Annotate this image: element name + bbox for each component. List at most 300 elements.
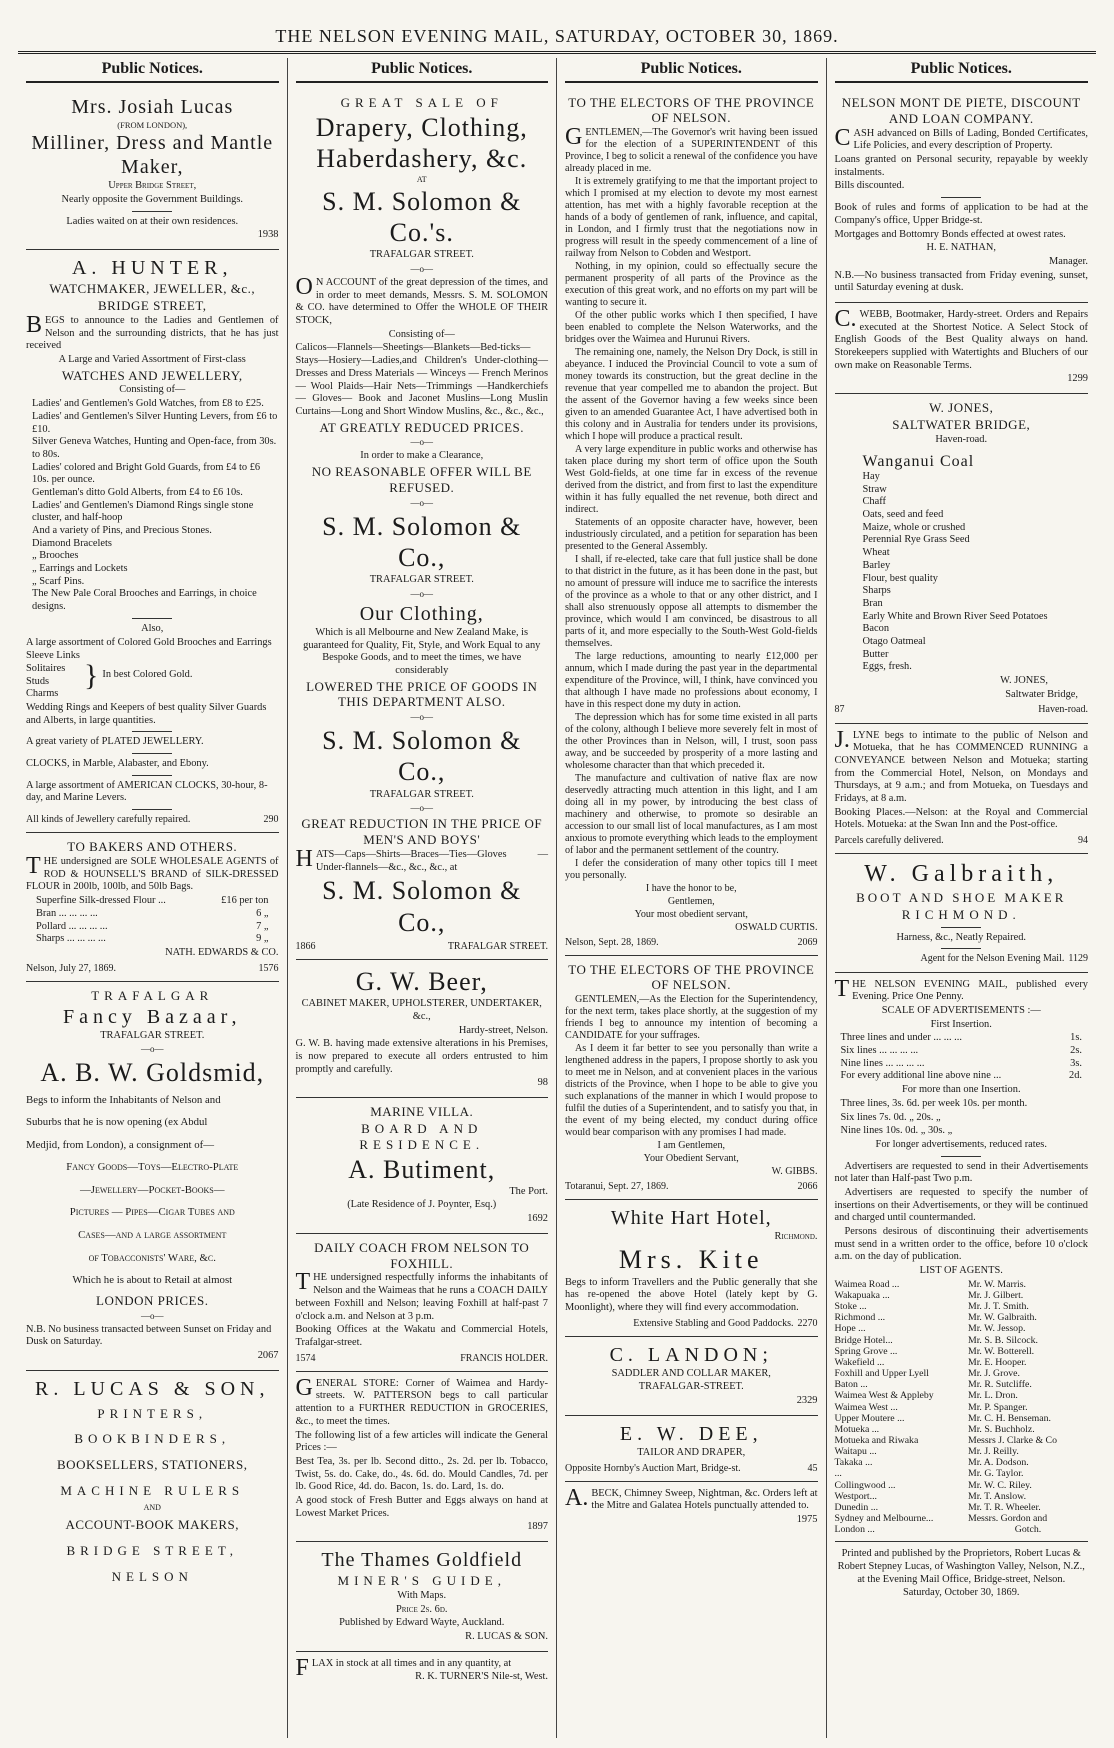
trade-line: AND	[143, 1503, 161, 1513]
separator: —o—	[410, 497, 433, 508]
notice-text: The following list of a few articles will indicate the General Prices :—	[295, 1429, 548, 1454]
notice-paragraph: The depression which has for some time existed in all parts of the colony, although I believe more severely felt in most of the other Provinces than in Nelson, will, I trust, soon pass away, and be succeeded by prosperity of a more lasting and wholesome character than that which preceded it.	[565, 711, 818, 771]
notice-foxhill-coach	[296, 1234, 549, 1372]
notice-trade: CABINET MAKER, UPHOLSTERER, UNDERTAKER, &c.,	[301, 998, 542, 1022]
agent-row	[835, 1335, 1089, 1346]
agent-name: Mr. J. Reilly.	[968, 1446, 1019, 1458]
list-item: Hay	[862, 471, 880, 483]
notice-title: MARINE VILLA.	[370, 1103, 474, 1119]
notice-text: Six lines 7s. 0d. „ 20s. „	[840, 1111, 941, 1123]
notice-dee-tailor	[565, 1416, 818, 1482]
agent-place: Motueka ...	[834, 1423, 880, 1435]
notice-date: Nelson, July 27, 1869.	[26, 962, 116, 974]
notice-text: Medjid, from London), a consignment of—	[26, 1138, 215, 1151]
notice-footer	[296, 1353, 549, 1365]
agent-name: Mr. J. T. Smith.	[968, 1301, 1029, 1313]
list-item: Wanganui Coal	[862, 452, 975, 470]
notice-lucas-printers	[26, 1371, 279, 1597]
brace-icon: }	[84, 658, 99, 692]
agent-place: Foxhill and Upper Lyell	[834, 1368, 929, 1380]
notice-text: Extensive Stabling and Good Paddocks.	[633, 1317, 794, 1329]
agent-row	[835, 1290, 1089, 1301]
notice-number: 2329	[796, 1395, 818, 1407]
separator: —o—	[410, 803, 433, 814]
notice-text: TRAFALGAR STREET.	[100, 1029, 205, 1041]
list-item: „ Brooches	[32, 550, 79, 562]
notice-paragraph: Persons desirous of discontinuing their advertisements must send in a written order to the office, before 10 o'clock a.m. on the day of publication.	[834, 1226, 1088, 1263]
rate-row	[841, 1070, 1083, 1083]
notice-title: S. M. Solomon & Co.,	[322, 511, 522, 572]
agent-name: Mr. E. Hooper.	[968, 1356, 1027, 1368]
notice-title: C. LANDON;	[609, 1343, 773, 1366]
list-item: Diamond Bracelets	[32, 537, 112, 549]
notice-text: N.B. No business transacted between Sunset on Friday and Dusk on Saturday.	[26, 1323, 272, 1348]
rule	[941, 1156, 981, 1157]
list-item: Gentleman's ditto Gold Alberts, from £4 to £6 10s.	[32, 486, 243, 498]
notice-signature: H. E. NATHAN,	[926, 242, 997, 254]
separator: —o—	[410, 264, 433, 275]
notice-text: A large assortment of Colored Gold Brooches and Earrings	[26, 636, 272, 648]
agent-place: Wakefield ...	[834, 1356, 885, 1368]
agent-name: Mr. A. Dodson.	[968, 1457, 1029, 1469]
notice-marine-villa	[296, 1098, 549, 1234]
agent-row	[835, 1524, 1089, 1535]
bazaar-body	[26, 1090, 279, 1292]
notice-text: TRAFALGAR STREET.	[369, 249, 474, 261]
notice-text: Mortgages and Bottomry Bonds effected at owest rates.	[834, 228, 1066, 240]
notice-paragraph: It is extremely gratifying to me that the important project to which I promised at my election to devote my most earnest attention, has met with a highly favorable reception at the hands of a body of gentlemen of rank, influence, and capital, in London, and I firmly trust that the negotiations now in progress will result in the speedy commencement of a line of railway from Nelson to Cobden and Westport.	[565, 175, 818, 259]
column-header: Public Notices.	[565, 58, 818, 83]
trade-line: MACHINE RULERS	[60, 1482, 245, 1498]
notice-beer-cabinet	[296, 960, 549, 1098]
list-item: Ladies' and Gentlemen's Gold Watches, from £8 to £25.	[32, 398, 264, 410]
notice-text: For longer advertisements, reduced rates.	[875, 1138, 1047, 1150]
notice-text: Agent for the Nelson Evening Mail.	[920, 953, 1065, 965]
rate-value: 3s.	[1070, 1057, 1082, 1069]
notice-text: Consisting of—	[388, 328, 455, 340]
notice-footer	[565, 937, 818, 949]
notice-number: 45	[807, 1462, 818, 1474]
notice-trade: SADDLER AND COLLAR MAKER,	[611, 1367, 771, 1379]
agent-row	[835, 1446, 1089, 1457]
notice-text: The Port.	[509, 1185, 548, 1197]
notice-text: Suburbs that he is now opening (ex Abdul	[26, 1116, 208, 1129]
notice-text: Pictures — Pipes—Cigar Tubes and	[69, 1206, 235, 1219]
notice-text: For more than one Insertion.	[901, 1084, 1021, 1096]
notice-number: 94	[1078, 835, 1088, 847]
list-item: Ladies' colored and Bright Gold Guards, from £4 to £6 10s. per ounce.	[32, 461, 261, 486]
notice-text: TRAFALGAR STREET.	[447, 940, 548, 952]
agent-name: Gotch.	[1014, 1524, 1042, 1536]
notice-white-hart-hotel	[565, 1200, 818, 1337]
notice-text: Best Tea, 3s. per lb. Second ditto., 2s. 2d. per lb. Tobacco, Twist, 5s. do. Cake, do., 4s. 6d. do. Mould Candles, 7d. per lb. Good Rice, 4d. do. Bacon, 1s. do. Lard, 1s. do.	[295, 1455, 548, 1493]
notice-mont-de-piete	[835, 89, 1089, 303]
notice-text: Book of rules and forms of application to be had at the Company's office, Upper Bridge-st.	[834, 202, 1088, 226]
list-item: Barley	[862, 559, 891, 571]
rate-table	[835, 1032, 1089, 1083]
agent-row	[835, 1301, 1089, 1312]
notice-title: A. B. W. Goldsmid,	[40, 1058, 265, 1088]
agent-row	[835, 1379, 1089, 1390]
agent-name: Mr. S. Buchholz.	[968, 1423, 1035, 1435]
notice-text: Calicos—Flannels—Sheetings—Blankets—Bed-ticks—Stays—Hosiery—Ladies,and Children's Under-clothing—Dresses and Dress Materials — Winceys — French Merinos — Wool Plaids—Hair Nets—Trimmings —Handkerchiefs — Gloves— Book and Jaconet Muslins—Long Muslin Curtains—Long and Short Window Muslins, &c., &c., &c.,	[295, 342, 548, 417]
notice-footer	[835, 704, 1089, 716]
notice-text: Published by Edward Wayte, Auckland.	[339, 1617, 505, 1629]
notice-text: Booking Places.—Nelson: at the Royal and Commercial Hotels. Motueka: at the Swan Inn and the Post-office.	[834, 806, 1088, 831]
notice-text: CASH advanced on Bills of Lading, Bonded Certificates, Life Policies, and every description of Property.	[834, 124, 1088, 152]
list-item: Straw	[862, 483, 887, 495]
notice-text: C.WEBB, Bootmaker, Hardy-street. Orders and Repairs executed at the Shortest Notice. A Select Stock of English Goods of the Best Quality always on hand. Storekeepers supplied with Watertights and Bluchers of our own make on Reasonable Terms.	[834, 305, 1088, 371]
agent-name: Mr. J. Gilbert.	[968, 1289, 1024, 1301]
notice-text: THE undersigned are SOLE WHOLESALE AGENTS of ROD & HOUNSELL'S BRAND of SILK-DRESSED FLOUR in 200lb, 100lb, and 50lb Bags.	[26, 853, 279, 893]
column-header: Public Notices.	[296, 58, 549, 83]
notice-title: DAILY COACH FROM NELSON TO FOXHILL.	[314, 1239, 530, 1271]
agent-row	[835, 1346, 1089, 1357]
notice-landon-saddler	[565, 1337, 818, 1416]
agent-name: Messrs J. Clarke & Co	[968, 1434, 1057, 1446]
price-label: Sharps ... ... ... ...	[36, 933, 106, 945]
notice-heading: LIST OF AGENTS.	[919, 1265, 1003, 1277]
flour-prices	[26, 895, 279, 946]
notice-fancy-bazaar	[26, 982, 279, 1371]
notice-text: ON ACCOUNT of the great depression of the times, and in order to meet demands, Messrs. S. M. SOLOMON & CO. have determined to Offer the WHOLE OF THEIR STOCK,	[295, 274, 548, 327]
notice-text: TRAFALGAR STREET.	[369, 574, 474, 586]
separator: —o—	[410, 437, 433, 448]
notice-trade: WATCHMAKER, JEWELLER, &c.,	[49, 281, 256, 297]
list-item: Perennial Rye Grass Seed	[862, 534, 970, 546]
rule	[132, 211, 172, 212]
notice-text: TRAFALGAR-STREET.	[638, 1381, 744, 1393]
notice-title: Fancy Bazaar,	[62, 1005, 242, 1028]
list-item: Studs	[26, 675, 50, 687]
notice-footer	[565, 1181, 818, 1193]
column-4	[827, 58, 1097, 1738]
notice-title: S. M. Solomon & Co.'s.	[322, 186, 522, 248]
brace-items	[26, 650, 84, 701]
list-item: Ladies' and Gentlemen's Diamond Rings single stone cluster, and half-hoop	[32, 499, 254, 524]
notice-number: 2270	[797, 1317, 818, 1329]
notice-number: 2067	[257, 1350, 279, 1362]
rate-row	[841, 1058, 1083, 1071]
agent-row	[835, 1491, 1089, 1502]
notice-text: Haven-road.	[935, 433, 988, 445]
agent-place: Hope ...	[834, 1323, 866, 1335]
notice-heading: BOARD AND RESIDENCE.	[359, 1120, 485, 1152]
rule	[132, 731, 172, 732]
notice-number: 1866	[295, 940, 316, 952]
notice-footer	[565, 1318, 818, 1330]
notice-text: I am Gentlemen,	[657, 1139, 726, 1151]
price-value: 9 „	[256, 933, 269, 945]
notice-paragraph: I shall, if re-elected, take care that full justice shall be done to that district in the future, as it has been done in the past, but no amount of pressure will induce me to sacrifice the interests of the province as a whole to that or any other district, and I shall also strenuously oppose all attempts to dismember the province, which would I am convinced, be disastrous to all parts of it, and more especially to the South-West Gold-fields themselves.	[565, 553, 818, 649]
rate-value: 1s.	[1070, 1032, 1082, 1044]
notice-text: TRAFALGAR	[91, 987, 214, 1003]
notice-paragraph: The large reductions, amounting to nearly £12,000 per annum, which I made during the past year in the departmental expenditure of the Province, will, I think, have convinced you that although I have made no professions about economy, I have in this respect done my duty in action.	[565, 650, 818, 710]
notice-text: Nearly opposite the Government Buildings.	[61, 194, 244, 206]
list-item: Sharps	[862, 585, 891, 597]
agent-place: Sydney and Melbourne...	[834, 1513, 934, 1525]
notice-text: First Insertion.	[930, 1018, 992, 1030]
rate-label: Three lines and under ... ... ...	[840, 1032, 962, 1044]
list-item: Ladies' and Gentlemen's Silver Hunting Levers, from £6 to £10.	[32, 410, 278, 435]
notice-lyne-conveyance	[835, 724, 1089, 855]
column-3	[557, 58, 827, 1738]
agent-row	[835, 1480, 1089, 1491]
list-item: Early White and Brown River Seed Potatoes	[862, 610, 1048, 622]
notice-curtis-electors	[565, 89, 818, 956]
notice-title: W. JONES,	[929, 400, 994, 416]
agent-row	[835, 1457, 1089, 1468]
notice-heading: NO REASONABLE OFFER WILL BE REFUSED.	[311, 464, 532, 495]
price-row	[36, 921, 269, 934]
notice-title: TO THE ELECTORS OF THE PROVINCE OF NELSON.	[568, 95, 815, 126]
notice-text: Consisting of—	[119, 384, 186, 396]
notice-number: 1299	[1067, 373, 1088, 385]
notice-webb-bootmaker	[835, 303, 1089, 394]
notice-flax	[296, 1652, 549, 1691]
notice-paragraph: Advertisers are requested to specify the number of insertions on their Advertisements, or they will be continued and charged until countermanded.	[834, 1186, 1088, 1224]
agent-row	[835, 1357, 1089, 1368]
notice-title: Our Clothing,	[359, 602, 484, 625]
price-row	[36, 908, 269, 921]
notice-text: Begs to inform the Inhabitants of Nelson and	[26, 1093, 221, 1106]
notice-footer	[835, 835, 1089, 847]
agent-place: Collingwood ...	[834, 1479, 896, 1491]
notice-text: Manager.	[1049, 255, 1088, 267]
notice-text: A great variety of PLATED JEWELLERY.	[26, 736, 204, 748]
trade-line: BOOKBINDERS,	[74, 1431, 231, 1447]
notice-signature: R. K. TURNER'S Nile-st, West.	[415, 1671, 548, 1683]
notice-paragraph: Advertisers are requested to send in their Advertisements not later than Half-past Two p.m.	[834, 1160, 1088, 1185]
agent-place: Stoke ...	[834, 1301, 867, 1313]
agent-row	[835, 1323, 1089, 1334]
list-item: Chaff	[862, 496, 886, 508]
trade-line: NELSON	[111, 1568, 193, 1584]
agent-row	[835, 1312, 1089, 1323]
notice-text: GENERAL STORE: Corner of Waimea and Hardy-streets. W. PATTERSON begs to call particular attention to a FURTHER REDUCTION in GROCERIES, &c., to meet the times.	[295, 1374, 548, 1427]
price-row	[36, 933, 269, 946]
list-item: Charms	[26, 688, 59, 700]
notice-text: In best Colored Gold.	[102, 669, 193, 681]
notice-number: 1692	[527, 1213, 548, 1225]
notice-text: All kinds of Jewellery carefully repaired.	[26, 814, 191, 826]
notice-paragraph: As I deem it far better to see you personally than write a lengthened address in the papers, I propose shortly to ask you to meet me in Nelson, and at convenient places in the various districts of the Province, when I hope to be able to give you such explanations of the manner in which I would propose to fulfil the duties of a Superintendent, and to satisfy you that, in the event of my being elected, my conduct during office would bear comparison with any promises I had made.	[565, 1042, 818, 1138]
notice-number: 87	[834, 704, 845, 716]
notice-paragraph: Statements of an opposite character have, however, been industriously circulated, and a petition for separation has been presented to the General Assembly.	[565, 516, 818, 552]
notice-number: 98	[537, 1077, 548, 1089]
list-item: Solitaires	[26, 662, 66, 674]
column-header: Public Notices.	[835, 58, 1089, 83]
agent-row	[835, 1279, 1089, 1290]
agent-place: Waitapu ...	[834, 1446, 877, 1458]
notice-text: GREAT SALE OF	[340, 95, 503, 110]
notice-footer	[835, 953, 1089, 965]
column-header: Public Notices.	[26, 58, 279, 83]
notice-paragraph: GENTLEMEN,—As the Election for the Superintendency, for the next term, takes place shortly, at the suggestion of my friends I beg to announce my intention of becoming a CANDIDATE for your suffrages.	[565, 993, 818, 1041]
list-item: Wheat	[862, 547, 890, 559]
produce-list	[835, 452, 1089, 675]
notice-gibbs-electors	[565, 956, 818, 1200]
rate-value: 2d.	[1069, 1070, 1082, 1082]
notice-text: Parcels carefully delivered.	[834, 835, 944, 847]
notice-text: TRAFALGAR STREET.	[369, 788, 474, 800]
separator: —o—	[410, 588, 433, 599]
agent-name: Mr. W. Jessop.	[968, 1323, 1026, 1335]
separator: —o—	[410, 712, 433, 723]
price-label: Superfine Silk-dressed Flour ...	[36, 895, 166, 907]
notice-general-store	[296, 1372, 549, 1542]
notice-text: Hardy-street, Nelson.	[458, 1024, 548, 1036]
notice-signature: OSWALD CURTIS.	[735, 921, 818, 933]
notice-number: 1574	[295, 1352, 316, 1364]
notice-date: Totaranui, Sept. 27, 1869.	[565, 1180, 669, 1192]
agent-name: Mr. W. C. Riley.	[968, 1479, 1032, 1491]
list-item: Butter	[862, 648, 889, 660]
list-item: Maize, whole or crushed	[862, 521, 966, 533]
notice-heading: SCALE OF ADVERTISEMENTS :—	[881, 1005, 1041, 1017]
notice-signature: W. GIBBS.	[771, 1165, 818, 1177]
column-2	[288, 58, 558, 1738]
brace-group	[26, 650, 279, 701]
notice-title: S. M. Solomon & Co.,	[322, 876, 522, 937]
notice-paragraph: I defer the consideration of many other topics till I meet you personally.	[565, 857, 818, 881]
notice-text: THE NELSON EVENING MAIL, published every Evening. Price One Penny.	[834, 975, 1088, 1003]
notice-text: (Late Residence of J. Poynter, Esq.)	[347, 1199, 497, 1211]
notice-text: HATS—Caps—Shirts—Braces—Ties—Gloves —Under-flannels—&c., &c., &c., at	[295, 846, 548, 873]
notice-footer	[565, 1463, 818, 1475]
rate-label: Nine lines ... ... ... ...	[840, 1057, 925, 1069]
agent-place: London ...	[834, 1524, 875, 1536]
agent-name: Mr. W. Galbraith.	[968, 1312, 1037, 1324]
notice-text: N.B.—No business transacted from Friday evening, sunset, until Saturday evening at dusk.	[834, 269, 1088, 294]
agent-row	[835, 1368, 1089, 1379]
notice-title: A. HUNTER,	[71, 257, 233, 280]
rate-row	[841, 1045, 1083, 1058]
agent-place: Motueka and Riwaka	[834, 1434, 919, 1446]
notice-text: G. W. B. having made extensive alterations in his Premises, is now prepared to execute all orders entrusted to him promptly and carefully.	[295, 1038, 548, 1075]
notice-galbraith-bootmaker	[835, 854, 1089, 972]
price-value: 6 „	[256, 907, 269, 919]
notice-text: CLOCKS, in Marble, Alabaster, and Ebony.	[26, 758, 209, 769]
notice-title: The Thames Goldfield	[321, 1549, 523, 1572]
rate-row	[841, 1032, 1083, 1045]
agent-row	[835, 1435, 1089, 1446]
notice-heading: LONDON PRICES.	[96, 1292, 209, 1308]
notice-title: TO BAKERS AND OTHERS.	[67, 839, 238, 855]
agent-place: Wakapuaka ...	[834, 1289, 890, 1301]
rule	[132, 618, 172, 619]
notice-paragraph: GENTLEMEN,—The Governor's writ having been issued for the election of a SUPERINTENDENT of this Province, I beg to solicit a renewal of the confidence you have already placed in me.	[565, 123, 818, 174]
notice-jones-coal	[835, 394, 1089, 723]
agent-row	[835, 1390, 1089, 1401]
notice-title: W. Galbraith,	[864, 861, 1059, 888]
notice-text: Your most obedient servant,	[634, 908, 748, 920]
notice-title: E. W. DEE,	[619, 1422, 763, 1445]
list-item: Sleeve Links	[26, 650, 80, 662]
list-item: And a variety of Pins, and Precious Stones.	[32, 525, 212, 536]
notice-number: 2069	[797, 936, 818, 948]
rate-label: Six lines ... ... ... ...	[840, 1045, 919, 1057]
agent-row	[835, 1513, 1089, 1524]
list-item: Silver Geneva Watches, Hunting and Open-face, from 30s. to 80s.	[32, 436, 277, 460]
agent-place: Waimea West & Appleby	[834, 1390, 934, 1402]
list-item: Flour, best quality	[862, 572, 938, 584]
notice-signature: FRANCIS HOLDER.	[460, 1352, 548, 1364]
notice-footer	[296, 941, 549, 953]
watch-list	[26, 398, 279, 614]
notice-title: R. LUCAS & SON,	[35, 1377, 270, 1400]
notice-trade: TAILOR AND DRAPER,	[637, 1446, 746, 1458]
price-row	[36, 895, 269, 908]
notice-text: of Tobacconists' Ware, &c.	[88, 1251, 216, 1264]
columns	[18, 58, 1096, 1738]
notice-title: White Hart Hotel,	[610, 1206, 772, 1229]
agent-place: ...	[834, 1468, 842, 1480]
notice-paragraph: The manufacture and cultivation of native flax are now deservedly attracting much attention in this light, and I am doing all in my power, by introducing the best class of machinery and otherwise, to promote so desirable an accession to our small list of local manufactures, as I am most anxious to promote everything which leads to the employment of labor and the permanent settlement of the country.	[565, 772, 818, 856]
notice-lucas-milliner	[26, 89, 279, 250]
list-item: „ Scarf Pins.	[32, 575, 85, 587]
price-value: £16 per ton	[221, 895, 269, 907]
agent-place: Upper Moutere ...	[834, 1412, 905, 1424]
notice-text: Also,	[141, 622, 164, 634]
notice-number: 1576	[258, 962, 279, 974]
agent-name: Mr. S. B. Silcock.	[968, 1334, 1038, 1346]
list-item: Oats, seed and feed	[862, 509, 944, 521]
notice-heading: LOWERED THE PRICE OF GOODS IN THIS DEPARTMENT ALSO.	[306, 678, 538, 710]
notice-signature: W. JONES,	[1000, 675, 1048, 687]
notice-title: A. Butiment,	[348, 1154, 496, 1184]
notice-imprint	[835, 1542, 1089, 1607]
notice-text: Your Obedient Servant,	[643, 1152, 739, 1164]
imprint-date: Saturday, October 30, 1869.	[903, 1587, 1020, 1599]
notice-text: A.BECK, Chimney Sweep, Nightman, &c. Orders left at the Mitre and Galatea Hotels punctually attended to.	[565, 1484, 818, 1512]
notice-title: Mrs. Kite	[618, 1245, 764, 1275]
notice-text: Loans granted on Personal security, repayable by weekly instalments.	[834, 154, 1088, 178]
notice-text: FLAX in stock at all times and in any quantity, at	[295, 1654, 512, 1681]
notice-title: NELSON MONT DE PIETE, DISCOUNT AND LOAN COMPANY.	[841, 95, 1081, 126]
agent-name: Mr. J. Grove.	[968, 1368, 1020, 1380]
notice-text: A large assortment of AMERICAN CLOCKS, 30-hour, 8-day, and Marine Levers.	[26, 779, 268, 804]
notice-text: In order to make a Clearance,	[360, 450, 484, 462]
notice-text: Wedding Rings and Keepers of best quality Silver Guards and Alberts, in large quantities.	[26, 701, 267, 726]
notice-hunter-watchmaker	[26, 250, 279, 833]
notice-text: Richmond.	[774, 1230, 818, 1242]
notice-paragraph: The remaining one, namely, the Nelson Dry Dock, is still in abeyance. I induced the Provincial Council to vote a sum of money towards its construction, but the great decline in the revenue that year compelled me to abandon the project. But the assent of the Governor having a few weeks since been given to an amended Guarantee Act, I have advertised both in this colony and in Australia for tenders under its provisions, which I hope will produce a practical result.	[565, 346, 818, 442]
price-label: Pollard ... ... ... ...	[36, 920, 108, 932]
notice-text: Nine lines 10s. 0d. „ 30s. „	[840, 1125, 953, 1137]
agent-name: Mr. P. Spanger.	[968, 1401, 1028, 1413]
notice-title: Drapery, Clothing, Haberdashery, &c.	[315, 112, 528, 174]
separator: —o—	[141, 1044, 164, 1055]
list-item: The New Pale Coral Brooches and Earrings, in choice designs.	[32, 588, 257, 613]
agent-row	[835, 1413, 1089, 1424]
notice-number: 290	[263, 814, 279, 826]
agent-place: Bridge Hotel...	[834, 1334, 893, 1346]
notice-text: I have the honor to be,	[645, 882, 737, 894]
notice-title: TO THE ELECTORS OF THE PROVINCE OF NELSON.	[568, 961, 815, 993]
list-item: Otago Oatmeal	[862, 635, 926, 647]
agent-place: Takaka ...	[834, 1457, 873, 1469]
list-item: Bran	[862, 597, 883, 609]
notice-text: Price 2s. 6d.	[396, 1603, 448, 1615]
separator: —o—	[141, 1310, 164, 1321]
agent-name: Mr. T. Anslow.	[968, 1490, 1027, 1502]
notice-text: AT	[416, 175, 427, 185]
notice-text: A good stock of Fresh Butter and Eggs always on hand at Lowest Market Prices.	[295, 1494, 548, 1519]
notice-text: Haven-road.	[1038, 704, 1088, 716]
notice-text: J.LYNE begs to intimate to the public of Nelson and Motueka, that he has COMMENCED RUNNING a CONVEYANCE between Nelson and Motueka; starting from the Commercial Hotel, Nelson, on Mondays and Thursdays, at 9 a.m.; and from Motueka, on Tuesdays and Fridays, at 8 a.m.	[834, 726, 1088, 805]
masthead: THE NELSON EVENING MAIL, SATURDAY, OCTOBER 30, 1869.	[18, 14, 1096, 54]
